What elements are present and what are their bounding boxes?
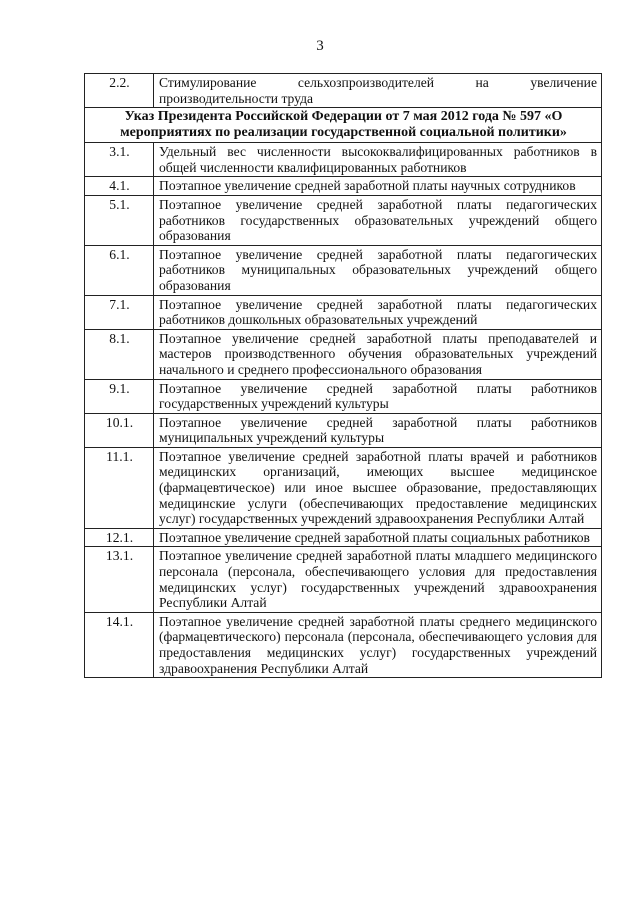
- row-text: Поэтапное увеличение средней заработной платы работников муниципальных учреждений культуры: [154, 413, 602, 447]
- table-row: [85, 74, 602, 108]
- table-row: [85, 447, 602, 528]
- row-text: Удельный вес численности высококвалифицированных работников в общей численности квалифицированных работников: [154, 143, 602, 177]
- row-number: 12.1.: [85, 528, 154, 547]
- row-number: 10.1.: [85, 413, 154, 447]
- table-row: [85, 547, 602, 612]
- row-number: 5.1.: [85, 195, 154, 245]
- table-row: [85, 379, 602, 413]
- page-number: 3: [316, 38, 324, 54]
- row-text: Поэтапное увеличение средней заработной платы врачей и работников медицинских организаций, имеющих высшее медицинское (фармацевтическое) или иное высшее образование, предоставляющих медицинские услуги (обеспечивающих предоставление медицинских услуг) государственных учреждений здравоохранения Республики Алтай: [154, 447, 602, 528]
- row-text: Поэтапное увеличение средней заработной платы педагогических работников муниципальных образовательных учреждений общего образования: [154, 245, 602, 295]
- row-text: Поэтапное увеличение средней заработной платы преподавателей и мастеров производственного обучения образовательных учреждений начального и среднего профессионального образования: [154, 329, 602, 379]
- row-number: 4.1.: [85, 177, 154, 196]
- row-number: 14.1.: [85, 612, 154, 677]
- row-number: 9.1.: [85, 379, 154, 413]
- row-number: 7.1.: [85, 295, 154, 329]
- table-row: [85, 528, 602, 547]
- table-row: [85, 143, 602, 177]
- row-text: Поэтапное увеличение средней заработной платы работников государственных учреждений культуры: [154, 379, 602, 413]
- row-text: Поэтапное увеличение средней заработной платы социальных работников: [154, 528, 602, 547]
- row-number: 3.1.: [85, 143, 154, 177]
- section-header-row: [85, 108, 602, 143]
- row-text: Поэтапное увеличение средней заработной платы среднего медицинского (фармацевтического) персонала (персонала, обеспечивающего условия для предоставления медицинских услуг) государственных учреждений здравоохранения Республики Алтай: [154, 612, 602, 677]
- section-header: Указ Президента Российской Федерации от 7 мая 2012 года № 597 «О мероприятиях по реализации государственной социальной политики»: [85, 108, 602, 143]
- row-number: 2.2.: [85, 74, 154, 108]
- table-row: [85, 612, 602, 677]
- row-number: 6.1.: [85, 245, 154, 295]
- row-text: Поэтапное увеличение средней заработной платы научных сотрудников: [154, 177, 602, 196]
- table-row: [85, 413, 602, 447]
- row-number: 11.1.: [85, 447, 154, 528]
- indicators-table: [84, 73, 602, 678]
- row-text: Поэтапное увеличение средней заработной платы педагогических работников государственных образовательных учреждений общего образования: [154, 195, 602, 245]
- table-row: [85, 245, 602, 295]
- table-row: [85, 329, 602, 379]
- table-row: [85, 195, 602, 245]
- row-number: 8.1.: [85, 329, 154, 379]
- table-row: [85, 295, 602, 329]
- row-text: Стимулирование сельхозпроизводителей на увеличение производительности труда: [154, 74, 602, 108]
- table-row: [85, 177, 602, 196]
- row-text: Поэтапное увеличение средней заработной платы младшего медицинского персонала (персонала, обеспечивающего условия для предоставления медицинских услуг) государственных учреждений здравоохранения Республики Алтай: [154, 547, 602, 612]
- row-text: Поэтапное увеличение средней заработной платы педагогических работников дошкольных образовательных учреждений: [154, 295, 602, 329]
- row-number: 13.1.: [85, 547, 154, 612]
